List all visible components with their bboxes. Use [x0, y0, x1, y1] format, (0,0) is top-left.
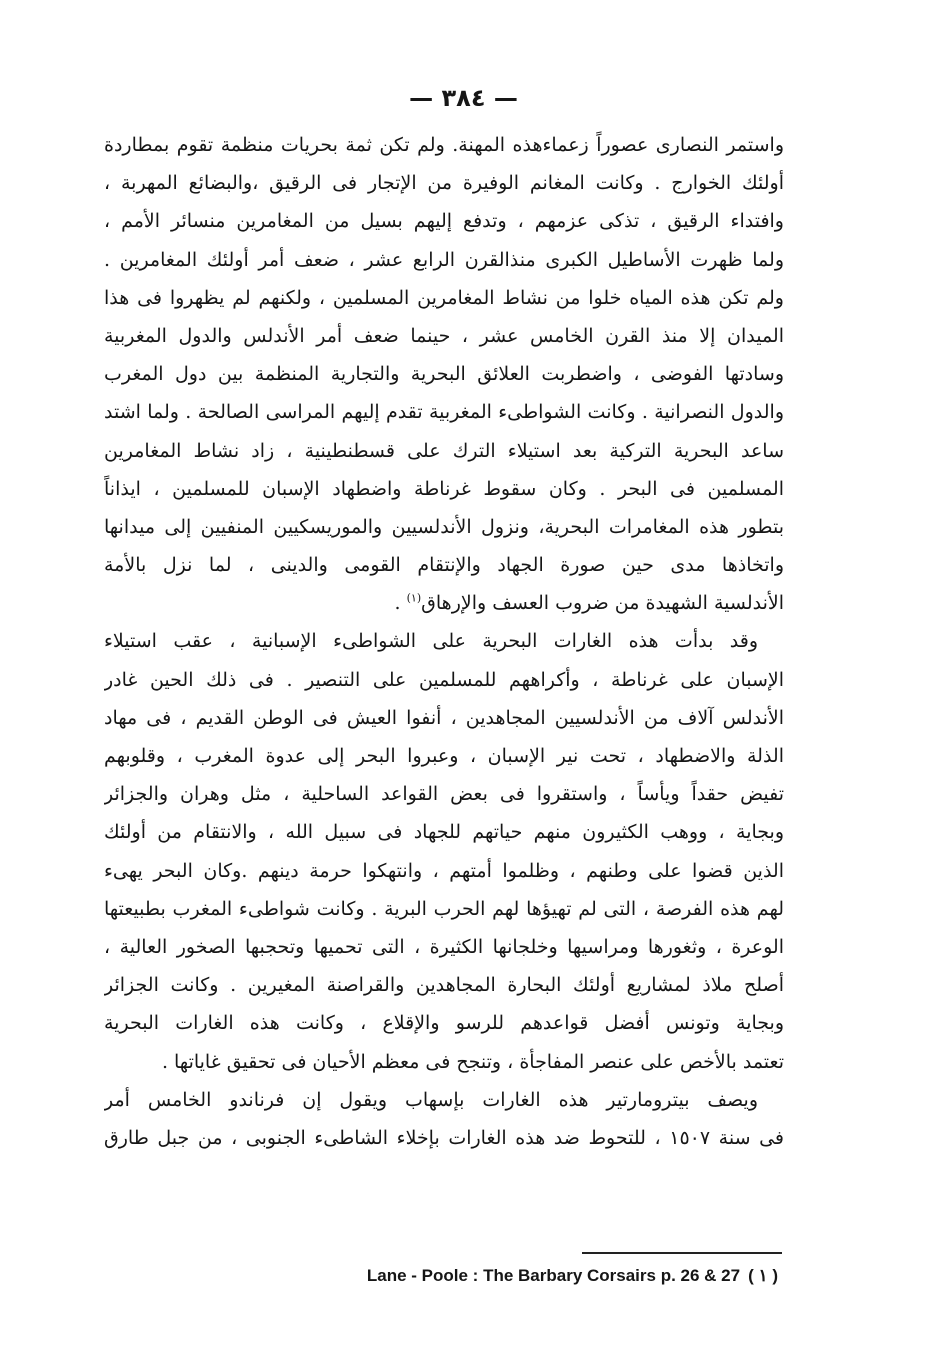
text-line: المسلمين فى البحر . وكان سقوط غرناطة واضطهاد الإسبان للمسلمين ، ايذاناً: [104, 477, 784, 500]
main-text: [104, 126, 784, 1157]
text-line: ساعد البحرية التركية بعد استيلاء الترك على قسطنطينية ، زاد نشاط المغامرين: [104, 439, 784, 462]
text-line: لهم هذه الفرصة ، التى لم تهيؤها لهم الحرب البرية . وكانت شواطىء المغرب بطبيعتها: [104, 897, 784, 920]
text-line: واستمر النصارى عصوراً زعماءهذه المهنة. ولم تكن ثمة بحريات منظمة تقوم بمطاردة: [104, 134, 784, 156]
text-line: الإسبان على غرناطة ، وأكراههم للمسلمين على التنصير . فى ذلك الحين غادر: [104, 668, 784, 691]
footnote-divider: [582, 1252, 782, 1254]
text-line: الذين قضوا على وطنهم ، وظلموا أمتهم ، وانتهكوا حرمة دينهم .وكان البحر يهىء: [104, 859, 784, 882]
footnote: [258, 1266, 778, 1286]
page-number: — ٣٨٤ —: [409, 84, 518, 112]
text-line: والدول النصرانية . وكانت الشواطىء المغربية تقدم إليهم المراسى الصالحة . ولما اشتد: [104, 401, 784, 424]
text-line: فى سنة ١٥٠٧ ، للتحوط ضد هذه الغارات بإخلاء الشاطىء الجنوبى ، من جبل طارق: [104, 1126, 784, 1149]
text-line: ولما ظهرت الأساطيل الكبرى منذالقرن الرابع عشر ، ضعف أمر أولئك المغامرين .: [104, 248, 784, 271]
text-line: تعتمد بالأخص على عنصر المفاجأة ، وتنجح فى معظم الأحيان فى تحقيق غاياتها .: [161, 1050, 784, 1073]
text-line: واتخاذها مدى حين صورة الجهاد والإنتقام القومى والدينى ، لما نزل بالأمة: [104, 554, 784, 577]
text-line: بتطور هذه المغامرات البحرية، ونزول الأندلسيين والموريسكيين المنفيين إلى ميدانها: [104, 515, 784, 538]
text-line: الميدان إلا منذ القرن الخامس عشر ، حينما ضعف أمر الأندلس والدول المغربية: [104, 324, 784, 347]
footnote-marker: ( ١ ): [748, 1266, 778, 1285]
paragraph-start-line: وقد بدأت هذه الغارات البحرية على الشواطىء الإسبانية ، عقب استيلاء: [104, 630, 758, 653]
text-line: وسادتها الفوضى ، واضطربت العلائق البحرية والتجارية المنظمة بين دول المغرب: [104, 363, 784, 386]
line-end-punctuation: .: [394, 592, 407, 615]
text-line: تفيض حقداً ويأساً ، واستقروا فى بعض القواعد الساحلية ، مثل وهران والجزائر: [104, 783, 784, 806]
text-line: الوعرة ، وثغورها ومراسيها وخلجانها الكثيرة ، التى تحميها وتحجبها الصخور العالية ،: [104, 935, 784, 958]
text-line: وبجاية ، ووهب الكثيرون منهم حياتهم للجهاد فى سبيل الله ، والانتقام من أولئك: [104, 821, 784, 844]
text-line: ولم تكن هذه المياه خلوا من نشاط المغامرين المسلمين ، ولكنهم لم يظهروا فى هذا: [104, 286, 784, 309]
text-line: أصلح ملاذ لمشاريع أولئك البحارة المجاهدين والقراصنة المغيرين . وكانت الجزائر: [104, 974, 784, 997]
text-line: الأندلس آلاف من الأندلسيين المجاهدين ، أنفوا العيش فى الوطن القديم ، فى مهاد: [104, 706, 784, 729]
footnote-reference: (١): [406, 591, 422, 605]
text-line: وبجاية وتونس أفضل قواعدهم للرسو والإقلاع ، وكانت هذه الغارات البحرية: [104, 1012, 784, 1035]
text-line: وافتداء الرقيق ، تذكى عزمهم ، وتدفع إليهم بسيل من المغامرين منسائر الأمم ،: [104, 210, 784, 233]
text-line-with-footnote-ref: [104, 584, 784, 622]
text-line-content: الأندلسية الشهيدة من ضروب العسف والإرهاق: [421, 592, 784, 615]
footnote-text: Lane - Poole : The Barbary Corsairs p. 26 & 27: [366, 1266, 741, 1285]
text-line: أولئك الخوارج . وكانت المغانم الوفيرة من الإتجار فى الرقيق ،والبضائع المهربة ،: [104, 172, 784, 195]
paragraph-start-line: ويصف بيترومارتير هذه الغارات بإسهاب ويقول إن فرناندو الخامس أمر: [104, 1088, 758, 1111]
text-line: الذلة والاضطهاد ، تحت نير الإسبان ، وعبروا البحر إلى عدوة المغرب ، وقلوبهم: [104, 745, 784, 767]
